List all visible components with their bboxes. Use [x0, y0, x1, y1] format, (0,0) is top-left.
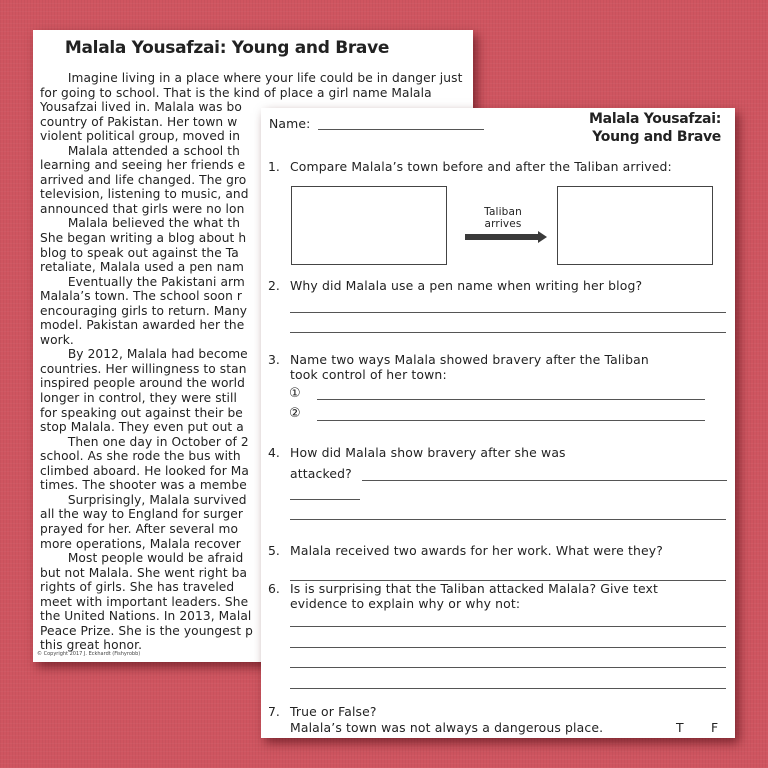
story-line: announced that girls were no lon: [40, 201, 245, 216]
story-line: By 2012, Malala had become: [40, 347, 248, 362]
circled-two-icon: ②: [289, 406, 301, 421]
story-line: stop Malala. They even put out a: [40, 420, 244, 435]
question-4-text-line1: How did Malala show bravery after she was: [290, 445, 566, 460]
worksheet-title-line2: Young and Brave: [592, 129, 721, 145]
story-line: country of Pakistan. Her town w: [40, 114, 238, 129]
question-6-text-line2: evidence to explain why or why not:: [290, 596, 521, 611]
story-line: countries. Her willingness to stan: [40, 361, 247, 376]
story-line: work.: [40, 332, 74, 347]
story-line: inspired people around the world: [40, 376, 245, 391]
story-line: learning and seeing her friends e: [40, 158, 246, 173]
name-label: Name:: [269, 116, 311, 131]
story-line: times. The shooter was a membe: [40, 478, 247, 493]
worksheet-title: [589, 110, 721, 146]
story-line: She began writing a blog about h: [40, 231, 247, 246]
question-5-text: Malala received two awards for her work. What were they?: [290, 543, 663, 558]
story-line: Peace Prize. She is the youngest p: [40, 623, 253, 638]
before-answer-box[interactable]: [291, 186, 447, 265]
question-3-text-line1: Name two ways Malala showed bravery after the Taliban: [290, 352, 649, 367]
story-line: encouraging girls to return. Many: [40, 303, 248, 318]
question-3-answer-line-2[interactable]: [317, 420, 705, 421]
story-line: Then one day in October of 2: [40, 434, 249, 449]
story-line: arrived and life changed. The gro: [40, 172, 247, 187]
question-2-answer-line-2[interactable]: [290, 332, 726, 333]
story-line: Malala attended a school th: [40, 143, 240, 158]
story-line: Eventually the Pakistani arm: [40, 274, 245, 289]
story-line: Yousafzai lived in. Malala was bo: [40, 100, 242, 115]
arrow-label-line2: arrives: [484, 218, 522, 230]
question-7-text-line1: True or False?: [290, 704, 377, 719]
question-6-text-line1: Is is surprising that the Taliban attacked Malala? Give text: [290, 581, 658, 596]
story-line: Malala believed the what th: [40, 216, 241, 231]
arrow-label-line1: Taliban: [484, 206, 522, 218]
question-4-text-line2: attacked?: [290, 466, 352, 481]
arrow-head-icon: [538, 231, 547, 243]
circled-one-icon: ①: [289, 386, 301, 401]
story-line: prayed for her. After several mo: [40, 521, 238, 536]
story-line: television, listening to music, and: [40, 187, 249, 202]
question-7-text-line2: Malala’s town was not always a dangerous place.: [290, 720, 604, 735]
question-6-answer-line-1[interactable]: [290, 626, 726, 627]
story-line: for going to school. That is the kind of place a girl name Malala: [40, 85, 432, 100]
question-3-number: 3.: [268, 352, 280, 367]
question-6-answer-line-4[interactable]: [290, 688, 726, 689]
story-line: Most people would be afraid: [40, 551, 244, 566]
question-6-number: 6.: [268, 581, 280, 596]
story-line: the United Nations. In 2013, Malal: [40, 609, 252, 624]
after-answer-box[interactable]: [557, 186, 713, 265]
question-2-answer-line-1[interactable]: [290, 312, 726, 313]
false-option[interactable]: F: [711, 720, 719, 735]
story-line: Imagine living in a place where your life could be in danger just: [40, 71, 463, 85]
reading-title: Malala Yousafzai: Young and Brave: [64, 38, 390, 58]
story-line: longer in control, they were still: [40, 391, 238, 406]
story-line: all the way to England for surger: [40, 507, 244, 522]
story-line: this great honor.: [40, 638, 143, 653]
worksheet-page: [261, 108, 735, 738]
question-3-answer-line-1[interactable]: [317, 399, 705, 400]
question-1-text: Compare Malala’s town before and after the Taliban arrived:: [290, 159, 672, 174]
story-line: Malala’s town. The school soon r: [40, 289, 243, 304]
copyright-notice: © Copyright 2017 J. Eckhardt (Fishyrobb): [37, 651, 141, 657]
name-input-line[interactable]: [318, 129, 484, 130]
question-4-answer-line-1[interactable]: [362, 480, 727, 481]
question-4-answer-line-2[interactable]: [290, 499, 360, 500]
story-line: climbed aboard. He looked for Ma: [40, 463, 249, 478]
question-5-number: 5.: [268, 543, 280, 558]
question-2-number: 2.: [268, 278, 280, 293]
question-4-answer-line-3[interactable]: [290, 519, 726, 520]
story-line: rights of girls. She has traveled: [40, 580, 235, 595]
question-7-number: 7.: [268, 704, 280, 719]
story-line: retaliate, Malala used a pen nam: [40, 260, 244, 275]
true-option[interactable]: T: [676, 720, 684, 735]
story-line: but not Malala. She went right ba: [40, 565, 248, 580]
story-line: meet with important leaders. She: [40, 594, 249, 609]
story-line: more operations, Malala recover: [40, 536, 241, 551]
arrow-label: [479, 206, 527, 230]
worksheet-title-line1: Malala Yousafzai:: [589, 111, 721, 127]
story-line: school. As she rode the bus with: [40, 449, 241, 464]
arrow-right-icon: [465, 234, 539, 240]
question-2-text: Why did Malala use a pen name when writing her blog?: [290, 278, 643, 293]
story-line: violent political group, moved in: [40, 129, 241, 144]
story-line: model. Pakistan awarded her the: [40, 318, 245, 333]
story-line: Surprisingly, Malala survived: [40, 492, 247, 507]
story-line: blog to speak out against the Ta: [40, 245, 239, 260]
question-6-answer-line-2[interactable]: [290, 647, 726, 648]
story-line: for speaking out against their be: [40, 405, 243, 420]
question-4-number: 4.: [268, 445, 280, 460]
question-6-answer-line-3[interactable]: [290, 667, 726, 668]
question-3-text-line2: took control of her town:: [290, 367, 447, 382]
question-1-number: 1.: [268, 159, 280, 174]
